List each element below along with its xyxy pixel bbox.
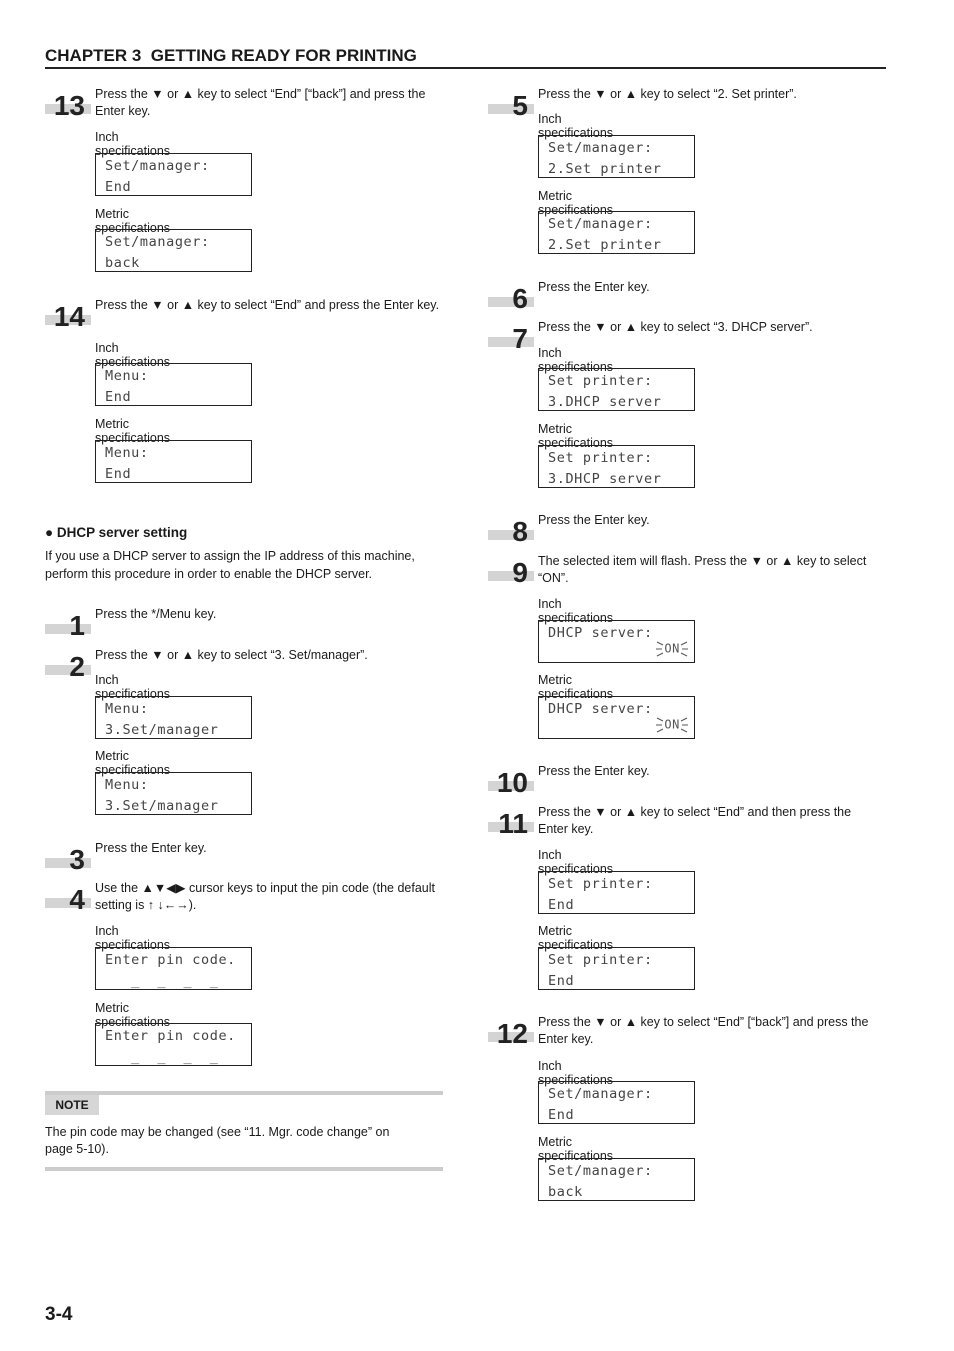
note-bottom-rule: [45, 1167, 443, 1171]
flash-text: ON: [664, 641, 680, 656]
note-label: NOTE: [45, 1095, 99, 1115]
lcd-display-inch: [95, 947, 252, 990]
step-number: 13: [53, 90, 85, 121]
step-number: 3: [69, 844, 85, 875]
page-number: 3-4: [45, 1304, 73, 1325]
step-number-marker: [488, 1014, 534, 1049]
step-text: The selected item will flash. Press the ▼ or ▲ key to select “ON”.: [538, 554, 867, 585]
step-number: 11: [498, 808, 528, 839]
inch-spec-label: Inch specifications: [538, 112, 614, 140]
lcd-line-1: Enter pin code.: [105, 952, 236, 968]
step-text: Press the Enter key.: [538, 764, 650, 778]
lcd-line-2: _ _ _ _: [105, 1049, 219, 1065]
note-top-rule: [45, 1091, 443, 1095]
flash-rays-icon: [680, 640, 688, 658]
step-text: Press the ▼ or ▲ key to select “End” [“back”] and press the Enter key.: [95, 87, 426, 118]
lcd-display-metric: [95, 229, 252, 272]
step-number: 2: [69, 651, 85, 682]
lcd-display-inch: [95, 696, 252, 739]
lcd-line-2: 3.Set/manager: [105, 798, 219, 814]
lcd-line-1: Menu:: [105, 445, 149, 461]
step-number: 12: [496, 1018, 528, 1049]
chapter-title: CHAPTER 3 GETTING READY FOR PRINTING: [45, 46, 886, 69]
step-number-marker: [45, 840, 91, 875]
step-number-marker: [45, 86, 91, 121]
flash-text: ON: [664, 717, 680, 732]
lcd-line-1: Set/manager:: [548, 1163, 653, 1179]
lcd-line-1: DHCP server:: [548, 625, 653, 641]
lcd-line-1: Set/manager:: [105, 234, 210, 250]
inch-spec-label: Inch specifications: [538, 1059, 614, 1087]
lcd-line-1: Set/manager:: [548, 140, 653, 156]
metric-spec-label: Metric specifications: [95, 207, 171, 235]
lcd-line-2: End: [548, 897, 575, 913]
metric-spec-label: Metric specifications: [538, 1135, 614, 1163]
step-text: Use the ▲▼◀▶ cursor keys to input the pin code (the default setting is ↑ ↓←→).: [95, 881, 435, 912]
flash-rays-icon: [680, 716, 688, 734]
lcd-line-2: _ _ _ _: [105, 973, 219, 989]
lcd-display-inch: [538, 871, 695, 914]
inch-spec-label: Inch specifications: [538, 597, 614, 625]
lcd-display-inch: [95, 153, 252, 196]
lcd-line-1: Set printer:: [548, 876, 653, 892]
lcd-line-1: Menu:: [105, 368, 149, 384]
lcd-line-1: Set/manager:: [105, 158, 210, 174]
step-number: 4: [69, 884, 85, 915]
step-number-marker: [488, 279, 534, 314]
step-number: 1: [69, 610, 85, 641]
step-text: Press the Enter key.: [538, 280, 650, 294]
inch-spec-label: Inch specifications: [95, 130, 171, 158]
step-number-marker: [45, 647, 91, 682]
lcd-display-metric: [95, 1023, 252, 1066]
flashing-on-value: [656, 716, 688, 734]
lcd-line-1: Set printer:: [548, 450, 653, 466]
section-intro: If you use a DHCP server to assign the IP address of this machine, perform this procedure in order to enable the DHCP server.: [45, 549, 415, 581]
flashing-on-value: [656, 640, 688, 658]
step-number-marker: [488, 319, 534, 354]
lcd-display-inch: [538, 368, 695, 411]
lcd-line-2: End: [105, 466, 132, 482]
metric-spec-label: Metric specifications: [538, 422, 614, 450]
step-text: Press the ▼ or ▲ key to select “3. Set/manager”.: [95, 648, 368, 662]
inch-spec-label: Inch specifications: [538, 346, 614, 374]
step-text: Press the Enter key.: [538, 513, 650, 527]
lcd-display-metric: [538, 445, 695, 488]
lcd-display-inch: [538, 1081, 695, 1124]
step-text: Press the ▼ or ▲ key to select “End” and then press the Enter key.: [538, 805, 852, 836]
lcd-line-2: 2.Set printer: [548, 237, 662, 253]
lcd-line-1: Enter pin code.: [105, 1028, 236, 1044]
lcd-line-2: 3.DHCP server: [548, 394, 662, 410]
step-number: 8: [512, 516, 528, 547]
inch-spec-label: Inch specifications: [538, 848, 614, 876]
step-text: Press the Enter key.: [95, 841, 207, 855]
step-text: Press the ▼ or ▲ key to select “3. DHCP server”.: [538, 320, 813, 334]
step-number-marker: [45, 606, 91, 641]
step-number-marker: [488, 804, 534, 839]
lcd-line-1: Menu:: [105, 701, 149, 717]
step-number: 14: [53, 301, 85, 332]
lcd-line-2: 3.Set/manager: [105, 722, 219, 738]
step-number: 6: [512, 283, 528, 314]
inch-spec-label: Inch specifications: [95, 341, 171, 369]
step-text: Press the ▼ or ▲ key to select “2. Set printer”.: [538, 87, 797, 101]
step-number: 10: [496, 767, 528, 798]
lcd-line-2: End: [105, 179, 132, 195]
step-number: 7: [512, 323, 528, 354]
step-text: Press the ▼ or ▲ key to select “End” and press the Enter key.: [95, 298, 440, 312]
lcd-display-inch: [538, 135, 695, 178]
metric-spec-label: Metric specifications: [538, 189, 614, 217]
step-number: 9: [512, 557, 528, 588]
inch-spec-label: Inch specifications: [95, 924, 171, 952]
metric-spec-label: Metric specifications: [538, 673, 614, 701]
step-number: 5: [512, 90, 528, 121]
lcd-display-metric: [95, 772, 252, 815]
lcd-display-metric: [538, 947, 695, 990]
step-text: Press the */Menu key.: [95, 607, 217, 621]
metric-spec-label: Metric specifications: [95, 749, 171, 777]
section-heading: ● DHCP server setting: [45, 525, 188, 540]
lcd-line-1: Menu:: [105, 777, 149, 793]
step-text: Press the ▼ or ▲ key to select “End” [“back”] and press the Enter key.: [538, 1015, 869, 1046]
lcd-display-metric: [538, 696, 695, 739]
lcd-line-2: back: [105, 255, 140, 271]
lcd-display-inch: [538, 620, 695, 663]
inch-spec-label: Inch specifications: [95, 673, 171, 701]
note-text: The pin code may be changed (see “11. Mgr. code change” on page 5-10).: [45, 1125, 390, 1156]
step-number-marker: [488, 763, 534, 798]
lcd-line-2: 3.DHCP server: [548, 471, 662, 487]
step-number-marker: [45, 297, 91, 332]
metric-spec-label: Metric specifications: [95, 1001, 171, 1029]
step-number-marker: [488, 553, 534, 588]
lcd-display-metric: [538, 1158, 695, 1201]
lcd-line-2: End: [548, 973, 575, 989]
lcd-line-1: Set/manager:: [548, 1086, 653, 1102]
step-number-marker: [488, 86, 534, 121]
lcd-display-metric: [538, 211, 695, 254]
metric-spec-label: Metric specifications: [538, 924, 614, 952]
step-number-marker: [488, 512, 534, 547]
metric-spec-label: Metric specifications: [95, 417, 171, 445]
lcd-line-2: 2.Set printer: [548, 161, 662, 177]
lcd-display-metric: [95, 440, 252, 483]
lcd-line-1: DHCP server:: [548, 701, 653, 717]
lcd-line-2: End: [548, 1107, 575, 1123]
lcd-line-1: Set printer:: [548, 373, 653, 389]
lcd-line-2: back: [548, 1184, 583, 1200]
lcd-line-1: Set/manager:: [548, 216, 653, 232]
lcd-line-1: Set printer:: [548, 952, 653, 968]
lcd-line-2: End: [105, 389, 132, 405]
step-number-marker: [45, 880, 91, 915]
lcd-display-inch: [95, 363, 252, 406]
